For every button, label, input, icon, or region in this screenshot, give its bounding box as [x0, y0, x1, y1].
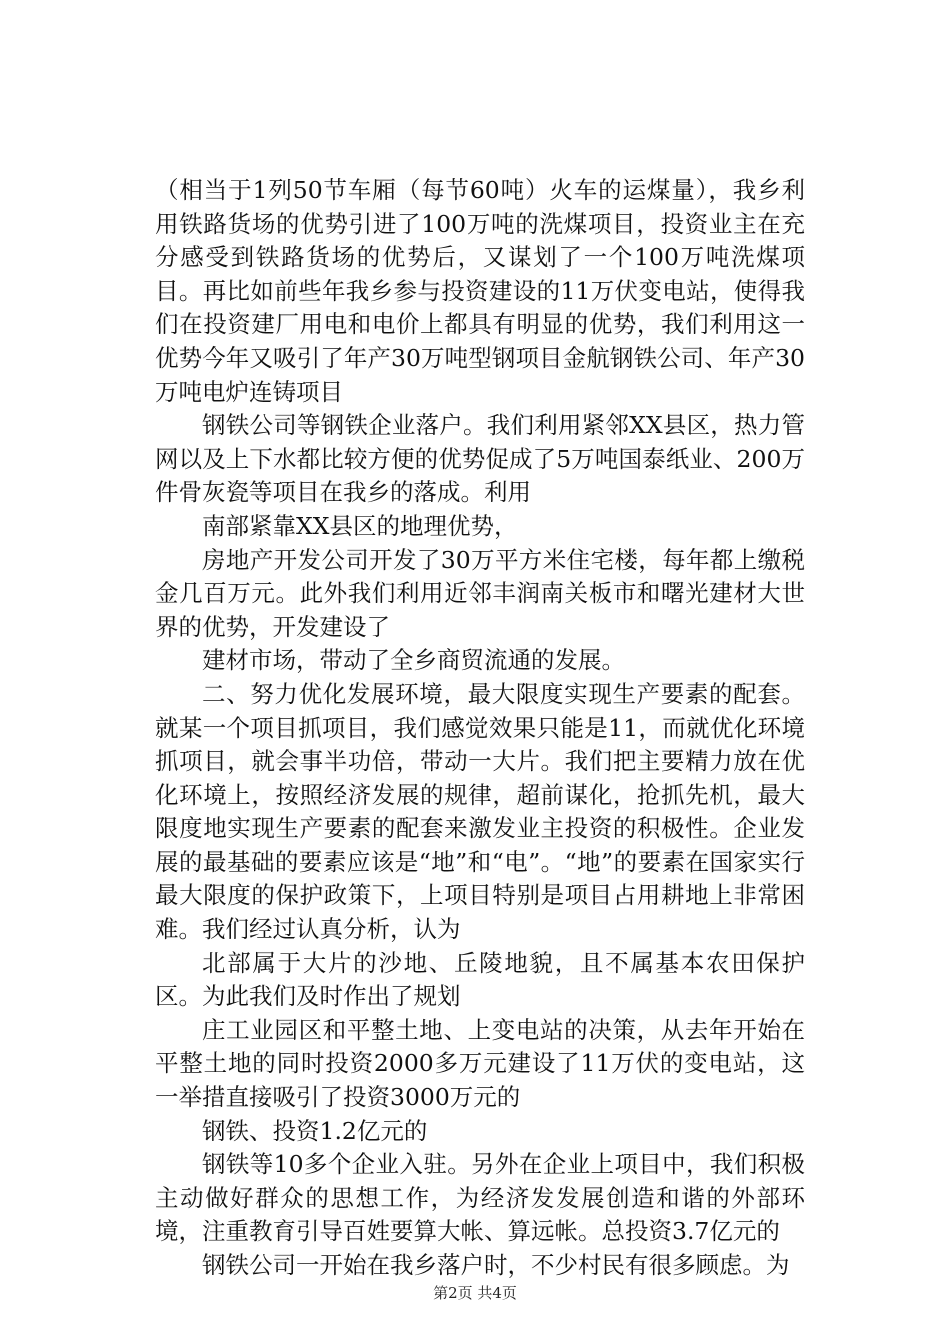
document-body	[155, 174, 805, 1283]
paragraph-1: （相当于1列50节车厢（每节60吨）火车的运煤量），我乡利用铁路货场的优势引进了100万吨的洗煤项目，投资业主在充分感受到铁路货场的优势后，又谋划了一个100万吨洗煤项目。再比如前些年我乡参与投资建设的11万伏变电站，使得我们在投资建厂用电和电价上都具有明显的优势，我们利用这一优势今年又吸引了年产30万吨型钢项目金航钢铁公司、年产30万吨电炉连铸项目	[155, 176, 805, 406]
paragraph-8: 庄工业园区和平整土地、上变电站的决策，从去年开始在平整土地的同时投资2000多万元建设了11万伏的变电站，这一举措直接吸引了投资3000万元的	[155, 1015, 805, 1112]
paragraph-3: 南部紧靠XX县区的地理优势，	[202, 511, 518, 540]
page-footer	[0, 1282, 950, 1303]
page-number: 第2页 共4页	[433, 1284, 517, 1302]
paragraph-6: 二、努力优化发展环境，最大限度实现生产要素的配套。就某一个项目抓项目，我们感觉效果只能是11，而就优化环境抓项目，就会事半功倍，带动一大片。我们把主要精力放在优化环境上，按照经济发展的规律，超前谋化，抢抓先机，最大限度地实现生产要素的配套来激发业主投资的积极性。企业发展的最基础的要素应该是“地”和“电”。“地”的要素在国家实行最大限度的保护政策下，上项目特别是项目占用耕地上非常困难。我们经过认真分析，认为	[155, 679, 805, 944]
paragraph-7: 北部属于大片的沙地、丘陵地貌，且不属基本农田保护区。为此我们及时作出了规划	[155, 948, 805, 1011]
paragraph-11: 钢铁公司一开始在我乡落户时，不少村民有很多顾虑。为	[202, 1251, 790, 1279]
paragraph-9: 钢铁、投资1.2亿元的	[202, 1116, 428, 1145]
paragraph-10: 钢铁等10多个企业入驻。另外在企业上项目中，我们积极主动做好群众的思想工作，为经济发发展创造和谐的外部环境，注重教育引导百姓要算大帐、算远帐。总投资3.7亿元的	[155, 1150, 805, 1246]
paragraph-4: 房地产开发公司开发了30万平方米住宅楼，每年都上缴税金几百万元。此外我们利用近邻丰润南关板市和曙光建材大世界的优势，开发建设了	[155, 545, 805, 641]
paragraph-2: 钢铁公司等钢铁企业落户。我们利用紧邻XX县区，热力管网以及上下水都比较方便的优势促成了5万吨国泰纸业、200万件骨灰瓷等项目在我乡的落成。利用	[155, 411, 805, 507]
paragraph-5: 建材市场，带动了全乡商贸流通的发展。	[202, 646, 625, 675]
